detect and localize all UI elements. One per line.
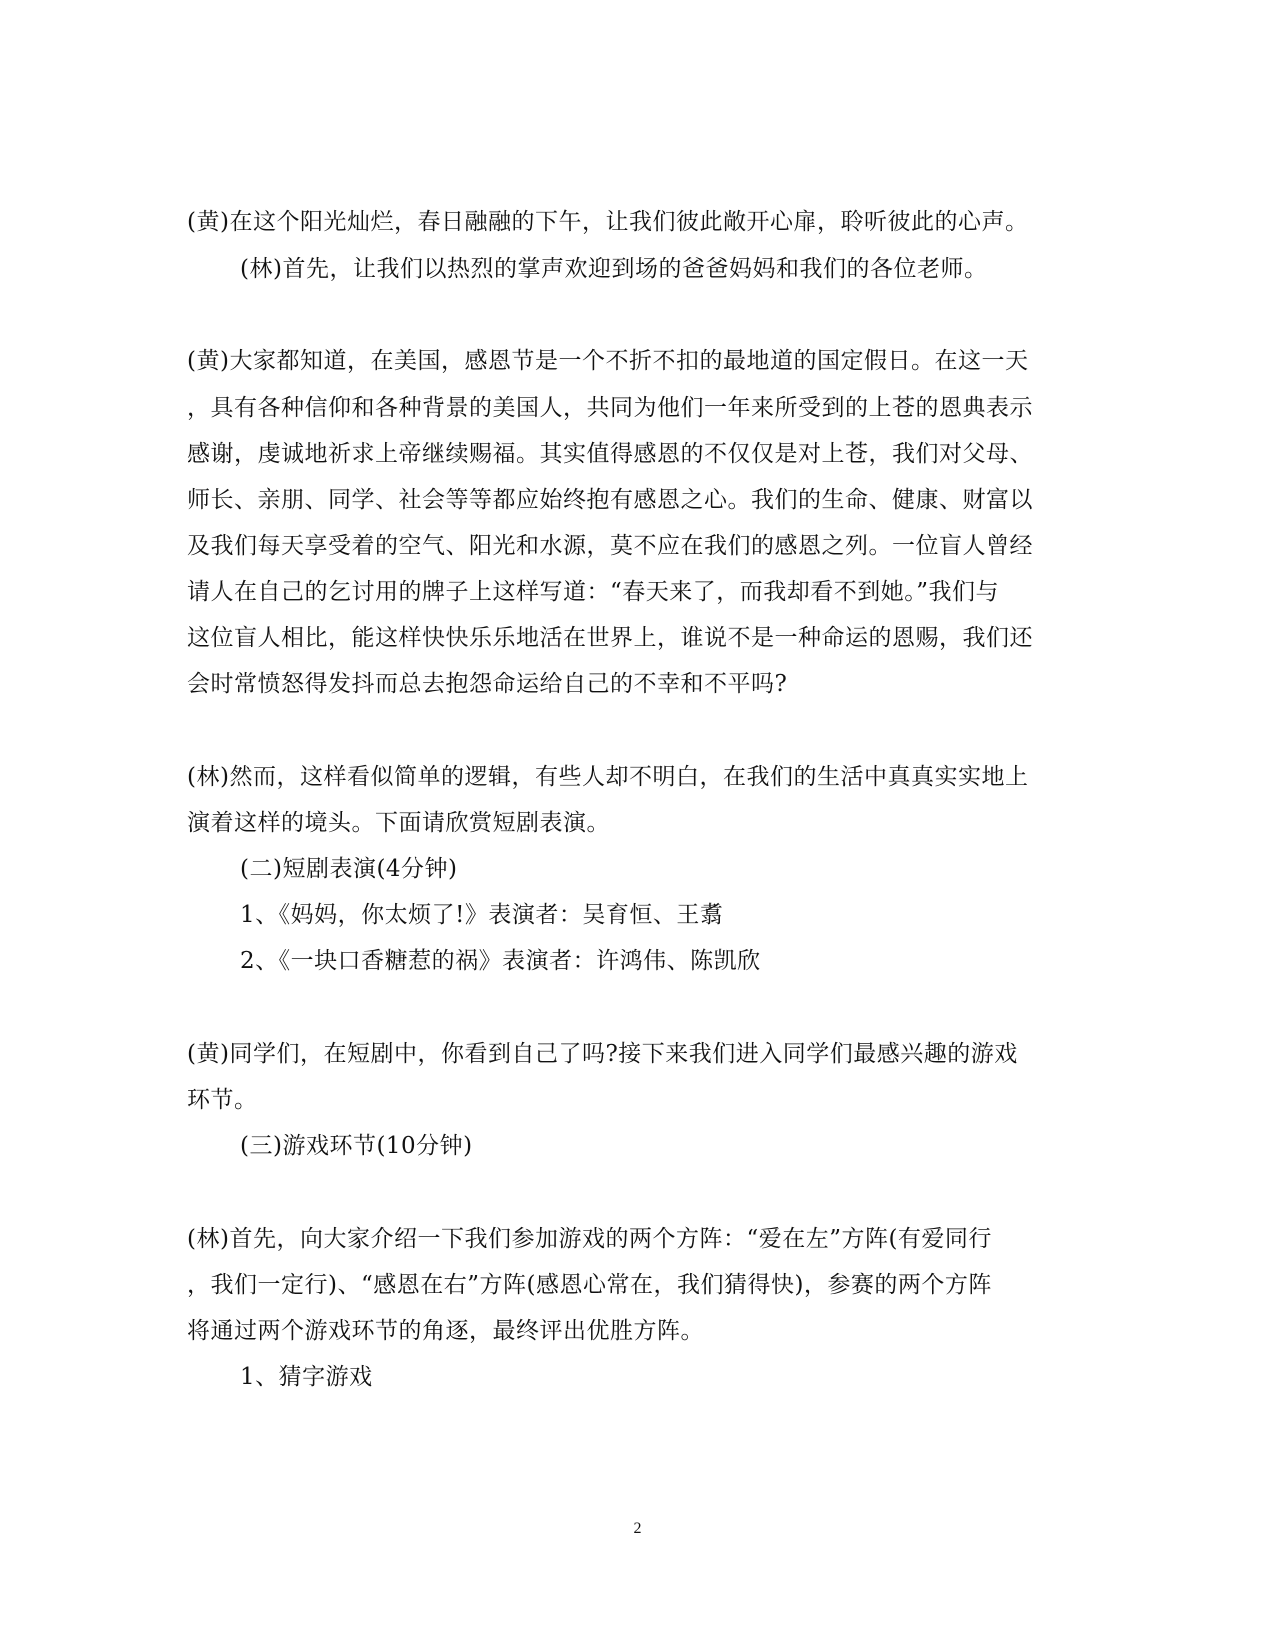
paragraph-line: 请人在自己的乞讨用的牌子上这样写道：“春天来了，而我却看不到她。”我们与 [187, 579, 1000, 605]
section-heading: (二)短剧表演(4分钟) [240, 856, 458, 882]
paragraph-line: 会时常愤怒得发抖而总去抱怨命运给自己的不幸和不平吗? [187, 671, 788, 697]
paragraph-line: ，具有各种信仰和各种背景的美国人，共同为他们一年来所受到的上苍的恩典表示 [187, 395, 1033, 421]
page-number: 2 [633, 1520, 642, 1537]
paragraph-line: (林)然而，这样看似简单的逻辑，有些人却不明白，在我们的生活中真真实实地上 [187, 764, 1029, 790]
paragraph-line: 师长、亲朋、同学、社会等等都应始终抱有感恩之心。我们的生命、健康、财富以 [187, 487, 1033, 513]
section-heading: (三)游戏环节(10分钟) [240, 1133, 473, 1159]
paragraph-line: (黄)大家都知道，在美国，感恩节是一个不折不扣的最地道的国定假日。在这一天 [187, 348, 1029, 374]
list-item: 2、《一块口香糖惹的祸》表演者：许鸿伟、陈凯欣 [240, 948, 761, 974]
paragraph-line: 环节。 [187, 1087, 258, 1113]
paragraph-line: 演着这样的境头。下面请欣赏短剧表演。 [187, 810, 610, 836]
list-item: 1、猜字游戏 [240, 1364, 373, 1390]
paragraph-line: 感谢，虔诚地祈求上帝继续赐福。其实值得感恩的不仅仅是对上苍，我们对父母、 [187, 441, 1033, 467]
paragraph-line: 及我们每天享受着的空气、阳光和水源，莫不应在我们的感恩之列。一位盲人曾经 [187, 533, 1033, 559]
paragraph-line: (黄)在这个阳光灿烂，春日融融的下午，让我们彼此敞开心扉，聆听彼此的心声。 [187, 209, 1029, 235]
paragraph-line: 将通过两个游戏环节的角逐，最终评出优胜方阵。 [187, 1318, 704, 1344]
list-item: 1、《妈妈，你太烦了!》表演者：吴育恒、王翥 [240, 902, 724, 928]
paragraph-line: (林)首先，向大家介绍一下我们参加游戏的两个方阵：“爱在左”方阵(有爱同行 [187, 1226, 992, 1252]
paragraph-line: ，我们一定行)、“感恩在右”方阵(感恩心常在，我们猜得快)，参赛的两个方阵 [187, 1272, 992, 1298]
paragraph-line: 这位盲人相比，能这样快快乐乐地活在世界上，谁说不是一种命运的恩赐，我们还 [187, 625, 1033, 651]
paragraph-line: (林)首先，让我们以热烈的掌声欢迎到场的爸爸妈妈和我们的各位老师。 [240, 256, 988, 282]
paragraph-line: (黄)同学们，在短剧中，你看到自己了吗?接下来我们进入同学们最感兴趣的游戏 [187, 1041, 1018, 1067]
